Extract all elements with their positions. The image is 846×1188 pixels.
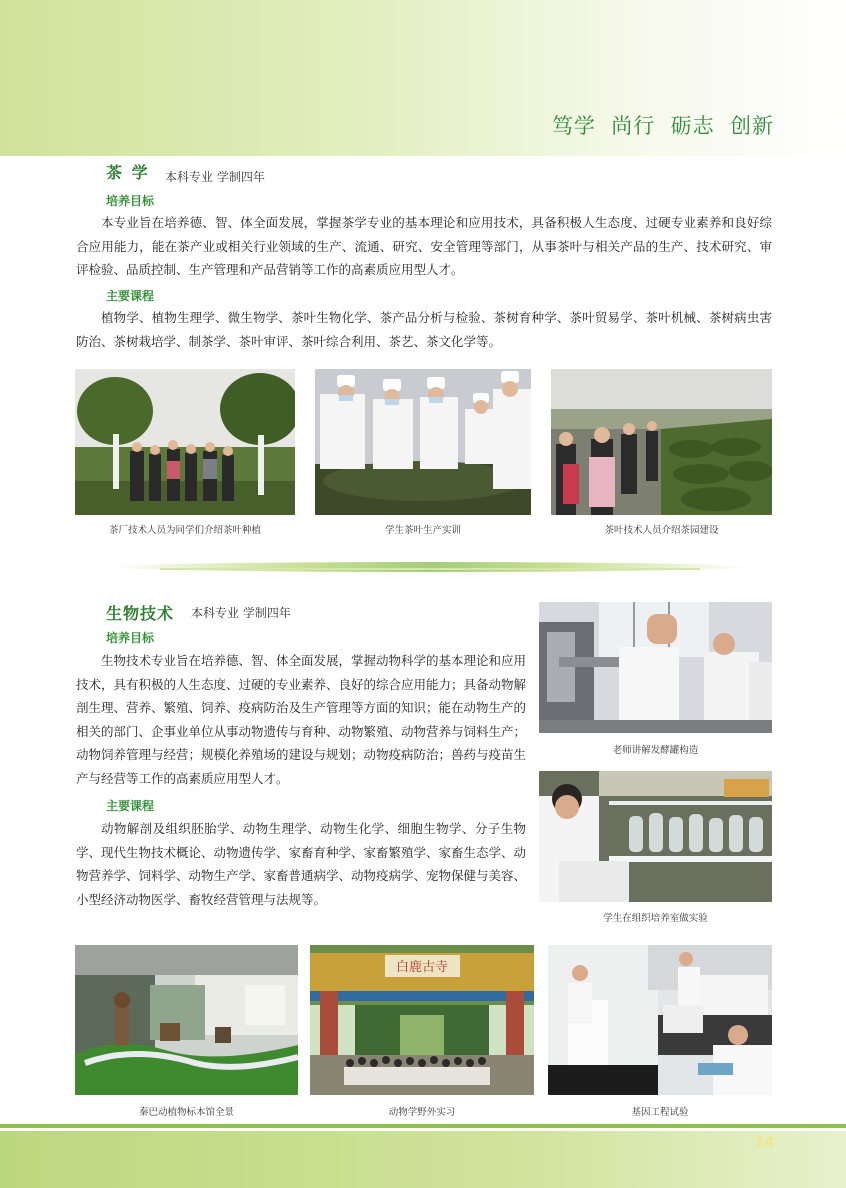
bio-photo-caption-1: 秦巴动植物标本馆全景 xyxy=(138,1107,234,1118)
tea-photo-caption-2: 学生茶叶生产实训 xyxy=(384,525,461,536)
tea-course-text: 植物学、植物生理学、微生物学、茶叶生物化学、茶产品分析与检验、茶树育种学、茶叶贸易学、茶叶机械、茶树病虫害防治、茶树栽培学、制茶学、茶叶审评、茶叶综合利用、茶艺、茶文化学等。 xyxy=(76,310,772,349)
tea-goal-text: 本专业旨在培养德、智、体全面发展，掌握茶学专业的基本理论和应用技术，具备积极人生态度、过硬专业素养和良好综合应用能力，能在茶产业或相关行业领域的生产、流通、研究、安全管理等部门，从事茶叶与相关产品的生产、技术研究、审评检验、品质控制、生产管理和产品营销等工作的高素质应用型人才。 xyxy=(76,215,772,277)
tissue-culture-photo xyxy=(539,771,772,902)
bio-goal-text: 生物技术专业旨在培养德、智、体全面发展，掌握动物科学的基本理论和应用技术，具有积极的人生态度、过硬的专业素养、良好的综合应用能力；具备动物解剖生理、营养、繁殖、饲养、疫病防治及生产管理等方面的知识；能在动物生产的相关的部门、企事业单位从事动物遗传与育种、动物繁殖、动物营养与饲料生产；动物饲养管理与经营；规模化养殖场的建设与规划；动物疫病防治；兽药与疫苗生产与经营等工作的高素质应用型人才。 xyxy=(76,653,527,786)
bio-section-title: 生物技术 xyxy=(106,604,175,623)
footer-band xyxy=(0,1131,846,1188)
tea-course-label: 主要课程 xyxy=(106,289,155,303)
gate-sign-text: 白鹿古寺 xyxy=(395,960,449,975)
bio-goal-label: 培养目标 xyxy=(106,631,155,645)
fermenter-lecture-photo xyxy=(539,602,772,733)
tea-goal-label: 培养目标 xyxy=(106,194,155,208)
footer-line xyxy=(0,1124,846,1128)
section-divider xyxy=(110,562,750,572)
bio-section-subtitle: 本科专业 学制四年 xyxy=(191,606,291,620)
field-trip-photo xyxy=(310,945,534,1095)
specimen-museum-photo xyxy=(75,945,298,1095)
page-number: 14 xyxy=(754,1133,774,1151)
bio-course-text: 动物解剖及组织胚胎学、动物生理学、动物生化学、细胞生物学、分子生物学、现代生物技术概论、动物遗传学、家畜育种学、家畜繁殖学、家畜生态学、动物营养学、饲料学、动物生产学、家畜普通病学、动物疫病学、宠物保健与美容、小型经济动物医学、畜牧经营管理与法规等。 xyxy=(76,821,527,907)
tea-photo-caption-1: 茶厂技术人员为同学们介绍茶叶种植 xyxy=(108,525,261,536)
tea-plantation-photo xyxy=(551,369,772,515)
tea-photo-caption-3: 茶叶技术人员介绍茶园建设 xyxy=(604,525,719,536)
page-motto: 笃学 尚行 砺志 创新 xyxy=(551,114,774,138)
bio-side-caption-2: 学生在组织培养室做实验 xyxy=(603,913,708,924)
tea-garden-photo xyxy=(75,369,295,515)
section-divider-line xyxy=(160,568,700,570)
bio-side-caption-1: 老师讲解发酵罐构造 xyxy=(612,745,699,756)
tea-section-title: 茶 学 xyxy=(106,163,150,182)
bio-course-label: 主要课程 xyxy=(106,799,155,813)
bio-photo-caption-3: 基因工程试验 xyxy=(631,1107,689,1118)
tea-processing-photo xyxy=(315,369,531,515)
gene-lab-photo xyxy=(548,945,772,1095)
tea-section-subtitle: 本科专业 学制四年 xyxy=(165,170,265,184)
bio-photo-caption-2: 动物学野外实习 xyxy=(388,1107,456,1118)
